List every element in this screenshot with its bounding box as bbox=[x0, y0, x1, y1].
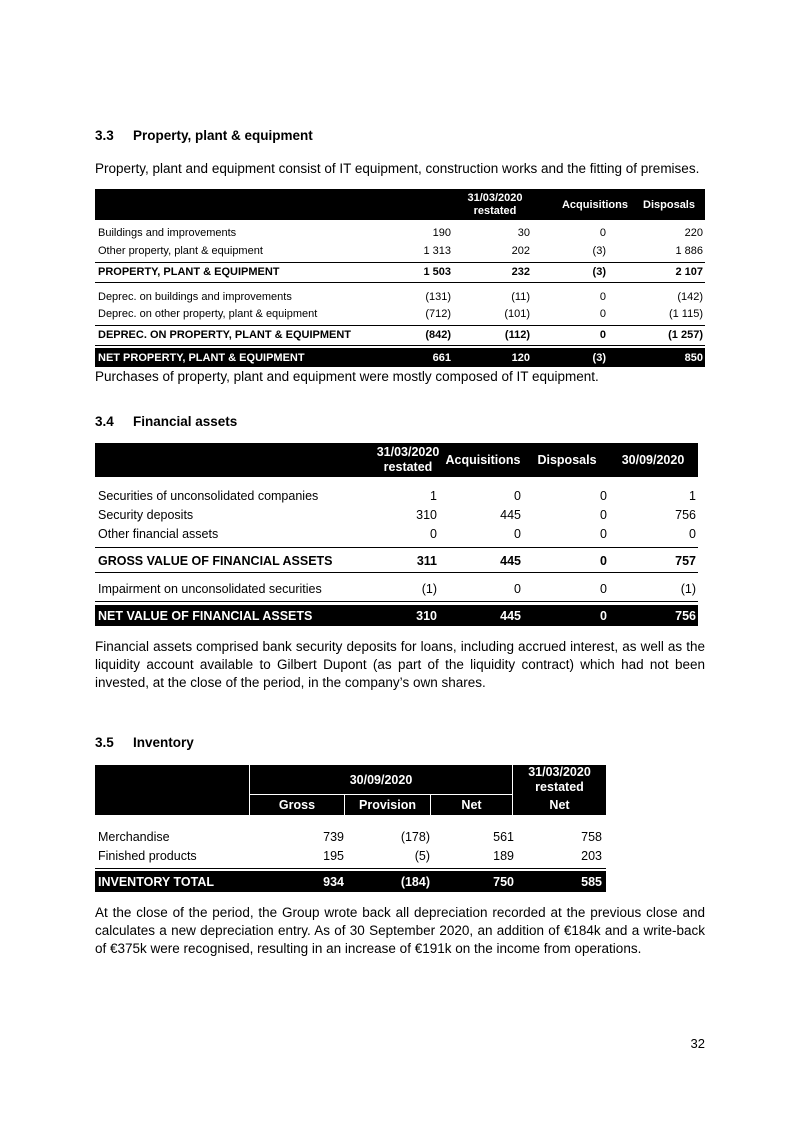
cell: 190 bbox=[432, 227, 451, 239]
cell: 120 bbox=[511, 351, 530, 364]
cell: 750 bbox=[493, 874, 514, 889]
col-header: 30/09/2020 bbox=[707, 198, 763, 211]
section-heading-3-5 bbox=[95, 735, 194, 750]
total-row bbox=[95, 348, 705, 367]
table-row bbox=[95, 305, 705, 323]
table-header bbox=[95, 443, 698, 477]
row-label: Deprec. on other property, plant & equipment bbox=[98, 308, 318, 320]
section-number: 3.3 bbox=[95, 128, 114, 143]
cell: (1) bbox=[421, 582, 437, 596]
cell: (178) bbox=[400, 829, 430, 844]
financial-assets-table bbox=[95, 443, 698, 628]
row-label: NET VALUE OF FINANCIAL ASSETS bbox=[98, 608, 313, 623]
row-label: DEPREC. ON PROPERTY, PLANT & EQUIPMENT bbox=[98, 329, 352, 341]
col-header: Disposals bbox=[537, 453, 597, 467]
cell: (3) bbox=[592, 245, 606, 257]
table-row bbox=[95, 242, 705, 260]
cell: 0 bbox=[599, 227, 606, 239]
cell: 0 bbox=[599, 291, 606, 303]
row-label: NET PROPERTY, PLANT & EQUIPMENT bbox=[98, 351, 305, 364]
cell: 203 bbox=[581, 848, 602, 863]
section-title: Inventory bbox=[133, 735, 194, 750]
cell: (3) bbox=[592, 351, 606, 364]
cell: (1 257) bbox=[668, 329, 703, 341]
table-row bbox=[95, 486, 698, 505]
inventory-table bbox=[95, 765, 606, 892]
table-row bbox=[95, 224, 705, 242]
col-header: Acquisitions bbox=[445, 453, 521, 467]
col-header: Disposals bbox=[643, 198, 695, 211]
cell: 0 bbox=[600, 582, 607, 596]
section-heading-3-4 bbox=[95, 414, 237, 429]
col-header: 30/09/2020 bbox=[621, 453, 685, 467]
group-header: 30/09/2020 bbox=[349, 772, 413, 787]
section-note: Purchases of property, plant and equipment were mostly composed of IT equipment. bbox=[95, 369, 599, 384]
cell: 232 bbox=[511, 266, 530, 278]
cell: 310 bbox=[416, 507, 437, 522]
cell: 0 bbox=[514, 526, 521, 541]
subtotal-row bbox=[95, 550, 698, 571]
total-row bbox=[95, 605, 698, 626]
cell: (1) bbox=[680, 582, 696, 596]
cell: 445 bbox=[500, 553, 521, 568]
col-header: Net bbox=[549, 798, 570, 812]
ppe-table bbox=[95, 189, 763, 369]
cell: 585 bbox=[581, 874, 602, 889]
cell: 202 bbox=[511, 245, 530, 257]
row-label: PROPERTY, PLANT & EQUIPMENT bbox=[98, 266, 280, 278]
cell: 0 bbox=[599, 329, 606, 341]
row-label: Finished products bbox=[98, 848, 197, 863]
cell: (11) bbox=[511, 291, 530, 303]
cell: 195 bbox=[323, 848, 344, 863]
cell: 739 bbox=[323, 829, 344, 844]
page-number: 32 bbox=[690, 1036, 705, 1051]
table-row bbox=[95, 579, 698, 599]
cell: 220 bbox=[684, 227, 703, 239]
cell: 1 503 bbox=[423, 266, 451, 278]
table-row bbox=[95, 524, 698, 543]
cell: 756 bbox=[675, 608, 696, 623]
col-header: Provision bbox=[359, 798, 416, 812]
section-intro: Property, plant and equipment consist of IT equipment, construction works and the fitting of premises. bbox=[95, 161, 700, 176]
row-label: Impairment on unconsolidated securities bbox=[98, 582, 322, 596]
cell: 756 bbox=[675, 507, 696, 522]
cell: 850 bbox=[684, 351, 703, 364]
col-header: Acquisitions bbox=[561, 198, 628, 211]
cell: 310 bbox=[416, 608, 437, 623]
cell: 0 bbox=[600, 488, 607, 503]
divider bbox=[95, 547, 698, 548]
cell: 934 bbox=[323, 874, 344, 889]
cell: 0 bbox=[599, 308, 606, 320]
row-label: Securities of unconsolidated companies bbox=[98, 488, 319, 503]
row-label: Security deposits bbox=[98, 507, 194, 522]
section-note: Financial assets comprised bank security deposits for loans, including accrued interest, as well as the liquidity account available to Gilbert Dupont (as part of the liquidity contract) which had not been invested, at the close of the period, in the company’s own shares. bbox=[95, 639, 705, 690]
cell: (712) bbox=[425, 308, 451, 320]
col-header: Gross bbox=[278, 798, 316, 812]
divider bbox=[95, 868, 606, 869]
cell: 757 bbox=[675, 553, 696, 568]
row-label: Buildings and improvements bbox=[98, 227, 237, 239]
subtotal-row bbox=[95, 326, 705, 344]
table-row bbox=[95, 505, 698, 524]
cell: (131) bbox=[425, 291, 451, 303]
cell: (184) bbox=[400, 874, 430, 889]
cell: 0 bbox=[600, 608, 607, 623]
row-label: INVENTORY TOTAL bbox=[98, 874, 214, 889]
divider bbox=[95, 572, 698, 573]
divider bbox=[95, 282, 705, 283]
cell: (101) bbox=[504, 308, 530, 320]
cell: (142) bbox=[677, 291, 703, 303]
row-label: GROSS VALUE OF FINANCIAL ASSETS bbox=[98, 553, 333, 568]
section-title: Financial assets bbox=[133, 414, 238, 429]
cell: (1 115) bbox=[668, 308, 703, 320]
table-row bbox=[95, 288, 705, 306]
cell: 0 bbox=[514, 488, 521, 503]
cell: 1 313 bbox=[423, 245, 451, 257]
cell: 445 bbox=[500, 507, 521, 522]
cell: 0 bbox=[600, 553, 607, 568]
table-header bbox=[95, 189, 763, 220]
section-number: 3.5 bbox=[95, 735, 114, 750]
cell: 1 bbox=[689, 488, 696, 503]
cell: 30 bbox=[517, 227, 530, 239]
cell: (842) bbox=[425, 329, 451, 341]
cell: 0 bbox=[689, 526, 696, 541]
row-label: Other financial assets bbox=[98, 526, 219, 541]
cell: 2 107 bbox=[675, 266, 703, 278]
cell: (5) bbox=[414, 848, 430, 863]
cell: 1 bbox=[430, 488, 437, 503]
divider bbox=[95, 601, 698, 602]
cell: 0 bbox=[600, 526, 607, 541]
cell: (3) bbox=[592, 266, 606, 278]
divider bbox=[95, 345, 705, 346]
row-label: Deprec. on buildings and improvements bbox=[98, 291, 292, 303]
section-note: At the close of the period, the Group wrote back all depreciation recorded at the previous close and calculates a new depreciation entry. As of 30 September 2020, an addition of €184k and a write-back of €375k were recognised, resulting in an increase of €191k on the income from operations. bbox=[95, 905, 705, 956]
row-label: Other property, plant & equipment bbox=[98, 245, 263, 257]
cell: 445 bbox=[500, 608, 521, 623]
subtotal-row bbox=[95, 263, 705, 281]
cell: 0 bbox=[514, 582, 521, 596]
section-number: 3.4 bbox=[95, 414, 114, 429]
cell: 1 886 bbox=[675, 245, 703, 257]
cell: 561 bbox=[493, 829, 514, 844]
col-header: 31/03/2020 restated bbox=[376, 445, 440, 474]
cell: 758 bbox=[581, 829, 602, 844]
cell: 189 bbox=[493, 848, 514, 863]
cell: 0 bbox=[430, 526, 437, 541]
col-header: 31/03/2020 restated bbox=[467, 191, 523, 217]
cell: 661 bbox=[432, 351, 451, 364]
cell: 0 bbox=[600, 507, 607, 522]
total-row bbox=[95, 871, 606, 892]
table-row bbox=[95, 846, 606, 865]
cell: (112) bbox=[504, 329, 530, 341]
row-label: Merchandise bbox=[98, 829, 170, 844]
cell: 311 bbox=[416, 553, 437, 568]
section-heading-3-3 bbox=[95, 128, 313, 143]
group-header: 31/03/2020 restated bbox=[528, 765, 591, 794]
table-row bbox=[95, 827, 606, 846]
section-title: Property, plant & equipment bbox=[133, 128, 313, 143]
col-header: Net bbox=[461, 798, 482, 812]
